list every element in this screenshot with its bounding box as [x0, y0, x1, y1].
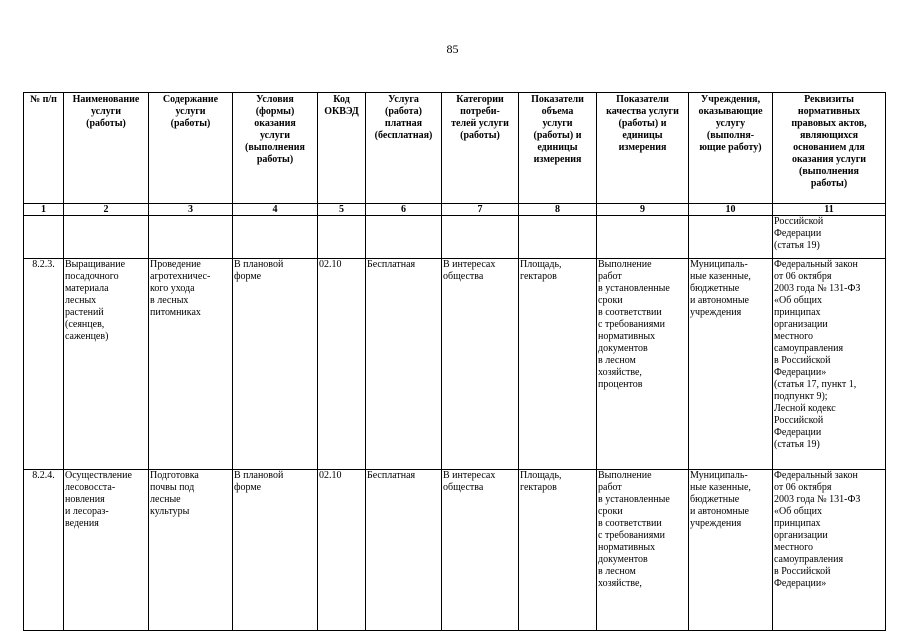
quality-cell: Выполнение работ в установленные сроки в соответствии с требованиями нормативных документов в лесном хозяйстве, процентов [597, 259, 689, 470]
column-number: 3 [149, 204, 233, 216]
okved-cell: 02.10 [318, 470, 366, 631]
table-cell [689, 216, 773, 259]
column-numbers-row [24, 204, 886, 216]
volume-cell: Площадь, гектаров [519, 259, 597, 470]
paid-cell: Бесплатная [366, 470, 442, 631]
column-number: 4 [233, 204, 318, 216]
continuation-row [24, 216, 886, 259]
header-cell-legal-acts: Реквизиты нормативных правовых актов, являющихся основанием для оказания услуги (выполнения работы) [773, 93, 886, 204]
row-number: 8.2.4. [24, 470, 64, 631]
table-cell [318, 216, 366, 259]
services-table [23, 92, 886, 631]
table-cell [519, 216, 597, 259]
header-cell-institutions: Учреждения, оказывающие услугу (выполня- ющие работу) [689, 93, 773, 204]
column-number: 6 [366, 204, 442, 216]
consumers-cell: В интересах общества [442, 259, 519, 470]
row-number: 8.2.3. [24, 259, 64, 470]
column-number: 11 [773, 204, 886, 216]
table-cell-legal-acts: Российской Федерации (статья 19) [773, 216, 886, 259]
column-number: 8 [519, 204, 597, 216]
header-cell-number: № п/п [24, 93, 64, 204]
header-cell-paid: Услуга (работа) платная (бесплатная) [366, 93, 442, 204]
table-row [24, 259, 886, 470]
legal-acts-cell: Федеральный закон от 06 октября 2003 года № 131-ФЗ «Об общих принципах организации местного самоуправления в Российской Федерации» [773, 470, 886, 631]
page-number: 85 [446, 42, 459, 56]
legal-acts-cell: Федеральный закон от 06 октября 2003 года № 131-ФЗ «Об общих принципах организации местного самоуправления в Российской Федерации» (статья 17, пункт 1, подпункт 9); Лесной кодекс Российской Федерации (статья 19) [773, 259, 886, 470]
table-row [24, 470, 886, 631]
service-name-cell: Выращивание посадочного материала лесных растений (сеянцев, саженцев) [64, 259, 149, 470]
table-cell [24, 216, 64, 259]
table-cell [366, 216, 442, 259]
table-cell [64, 216, 149, 259]
institutions-cell: Муниципаль- ные казенные, бюджетные и автономные учреждения [689, 470, 773, 631]
table-cell [149, 216, 233, 259]
header-cell-volume: Показатели объема услуги (работы) и единицы измерения [519, 93, 597, 204]
consumers-cell: В интересах общества [442, 470, 519, 631]
service-name-cell: Осуществление лесовосста- новления и лесораз- ведения [64, 470, 149, 631]
column-number: 9 [597, 204, 689, 216]
column-number: 10 [689, 204, 773, 216]
content-cell: Проведение агротехничес- кого ухода в лесных питомниках [149, 259, 233, 470]
institutions-cell: Муниципаль- ные казенные, бюджетные и автономные учреждения [689, 259, 773, 470]
table-cell [442, 216, 519, 259]
header-row [24, 93, 886, 204]
column-number: 1 [24, 204, 64, 216]
header-cell-okved: Код ОКВЭД [318, 93, 366, 204]
okved-cell: 02.10 [318, 259, 366, 470]
content-cell: Подготовка почвы под лесные культуры [149, 470, 233, 631]
column-number: 7 [442, 204, 519, 216]
conditions-cell: В плановой форме [233, 470, 318, 631]
conditions-cell: В плановой форме [233, 259, 318, 470]
header-cell-content: Содержание услуги (работы) [149, 93, 233, 204]
header-cell-conditions: Условия (формы) оказания услуги (выполнения работы) [233, 93, 318, 204]
volume-cell: Площадь, гектаров [519, 470, 597, 631]
header-cell-quality: Показатели качества услуги (работы) и единицы измерения [597, 93, 689, 204]
header-cell-consumers: Категории потреби- телей услуги (работы) [442, 93, 519, 204]
table-cell [233, 216, 318, 259]
column-number: 5 [318, 204, 366, 216]
header-cell-service-name: Наименование услуги (работы) [64, 93, 149, 204]
table-cell [597, 216, 689, 259]
column-number: 2 [64, 204, 149, 216]
paid-cell: Бесплатная [366, 259, 442, 470]
quality-cell: Выполнение работ в установленные сроки в соответствии с требованиями нормативных документов в лесном хозяйстве, [597, 470, 689, 631]
